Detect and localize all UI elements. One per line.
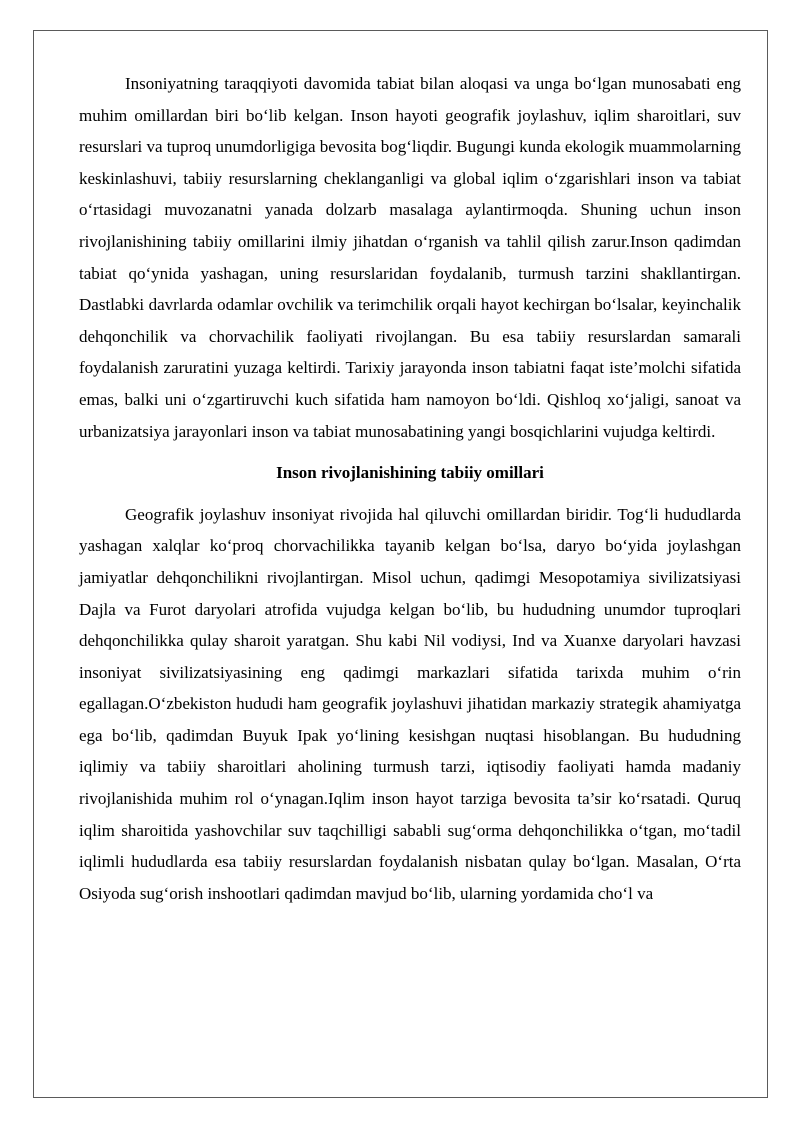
section-heading: Inson rivojlanishining tabiiy omillari [276, 463, 544, 483]
intro-paragraph: Insoniyatning taraqqiyoti davomida tabiat bilan aloqasi va unga bo‘lgan munosabati eng muhim omillardan biri bo‘lib kelgan. Inson hayoti geografik joylashuv, iqlim sharoitlari, suv resurslari va tuproq unumdorligiga bevosita bog‘liqdir. Bugungi kunda ekologik muammolarning keskinlashuvi, tabiiy resurslarning cheklanganligi va global iqlim o‘zgarishlari inson va tabiat o‘rtasidagi muvozanatni yanada dolzarb masalaga aylantirmoqda. Shuning uchun inson rivojlanishining tabiiy omillarini ilmiy jihatdan o‘rganish va tahlil qilish zarur.Inson qadimdan tabiat qo‘ynida yashagan, uning resurslaridan foydalanib, turmush tarzini shakllantirgan. Dastlabki davrlarda odamlar ovchilik va terimchilik orqali hayot kechirgan bo‘lsalar, keyinchalik dehqonchilik va chorvachilik faoliyati rivojlangan. Bu esa tabiiy resurslardan samarali foydalanish zaruratini yuzaga keltirdi. Tarixiy jarayonda inson tabiatni faqat iste’molchi sifatida emas, balki uni o‘zgartiruvchi kuch sifatida ham namoyon bo‘ldi. Qishloq xo‘jaligi, sanoat va urbanizatsiya jarayonlari inson va tabiat munosabatining yangi bosqichlarini vujudga keltirdi. [79, 74, 741, 441]
body-paragraph: Geografik joylashuv insoniyat rivojida hal qiluvchi omillardan biridir. Tog‘li hududlarda yashagan xalqlar ko‘proq chorvachilikka tayanib kelgan bo‘lsa, daryo bo‘yida joylashgan jamiyatlar dehqonchilikni rivojlantirgan. Misol uchun, qadimgi Mesopotamiya sivilizatsiyasi Dajla va Furot daryolari atrofida vujudga kelgan bo‘lib, bu hududning unumdor tuproqlari dehqonchilikka qulay sharoit yaratgan. Shu kabi Nil vodiysi, Ind va Xuanxe daryolari havzasi insoniyat sivilizatsiyasining eng qadimgi markazlari sifatida tarixda muhim o‘rin egallagan.O‘zbekiston hududi ham geografik joylashuvi jihatidan markaziy strategik ahamiyatga ega bo‘lib, qadimdan Buyuk Ipak yo‘lining kesishgan nuqtasi hisoblangan. Bu hududning iqlimiy va tabiiy sharoitlari aholining turmush tarzi, iqtisodiy faoliyati hamda madaniy rivojlanishida muhim rol o‘ynagan.Iqlim inson hayot tarziga bevosita ta’sir ko‘rsatadi. Quruq iqlim sharoitida yashovchilar suv taqchilligi sababli sug‘orma dehqonchilikka o‘tgan, mo‘tadil iqlimli hududlarda esa tabiiy resurslardan foydalanish nisbatan qulay bo‘lgan. Masalan, O‘rta Osiyoda sug‘orish inshootlari qadimdan mavjud bo‘lib, ularning yordamida cho‘l va [79, 504, 741, 903]
document-body [79, 68, 741, 909]
